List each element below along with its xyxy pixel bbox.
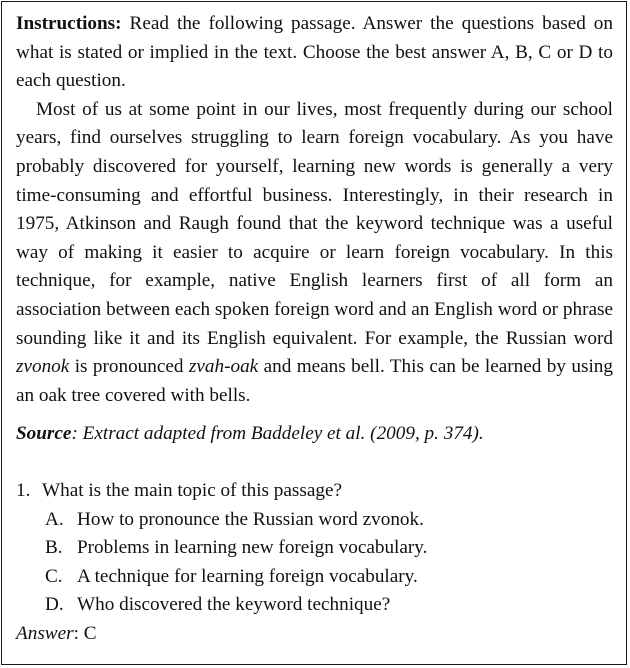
option-letter: D. xyxy=(45,594,64,616)
foreign-word: zvonok xyxy=(16,356,70,378)
option-b xyxy=(16,534,613,563)
source-text: : Extract adapted from Baddeley et al. (2009, p. 374). xyxy=(71,423,484,445)
option-text: Who discovered the keyword technique? xyxy=(77,594,391,616)
option-c xyxy=(16,563,613,592)
answer-value: : C xyxy=(73,622,97,644)
option-letter: B. xyxy=(45,537,63,559)
question-1 xyxy=(16,477,613,620)
instructions xyxy=(16,10,613,96)
option-d xyxy=(16,591,613,620)
source-label: Source xyxy=(16,423,72,445)
exercise-box xyxy=(1,1,627,665)
instructions-text: Read the following passage. Answer the questions based on what is stated or implied in the text. Choose the best answer A, B, C or D to each question. xyxy=(16,13,613,92)
instructions-label: Instructions: xyxy=(16,13,122,34)
source-citation xyxy=(16,420,613,449)
option-text: Problems in learning new foreign vocabulary. xyxy=(77,537,428,559)
option-letter: A. xyxy=(45,508,64,530)
option-a xyxy=(16,506,613,535)
option-letter: C. xyxy=(45,565,63,587)
pronunciation: zvah-oak xyxy=(188,356,259,378)
option-text: How to pronounce the Russian word zvonok. xyxy=(77,508,424,530)
passage-text: Most of us at some point in our lives, most frequently during our school years, find ourselves struggling to learn foreign vocabulary. As you have probably discovered for yourself, learning new words is generally a very time-consuming and effortful business. Interestingly, in their research in 1975, Atkinson and Raugh found that the keyword technique was a useful way of making it easier to acquire or learn foreign vocabulary. In this technique, for example, native English learners first of all form an association between each spoken foreign word and an English word or phrase sounding like it and its English equivalent. For example, the Russian word xyxy=(16,98,613,349)
option-text: A technique for learning foreign vocabulary. xyxy=(77,565,418,587)
answer-line xyxy=(16,620,613,649)
question-number: 1. xyxy=(16,479,31,501)
question-stem xyxy=(16,477,613,506)
answer-label: Answer xyxy=(16,622,74,644)
question-text: What is the main topic of this passage? xyxy=(42,479,342,501)
passage-text: and means bell. This can be learned by using an oak tree covered with bells. xyxy=(16,356,613,406)
passage xyxy=(16,96,613,411)
passage-text: is pronounced xyxy=(69,356,189,378)
